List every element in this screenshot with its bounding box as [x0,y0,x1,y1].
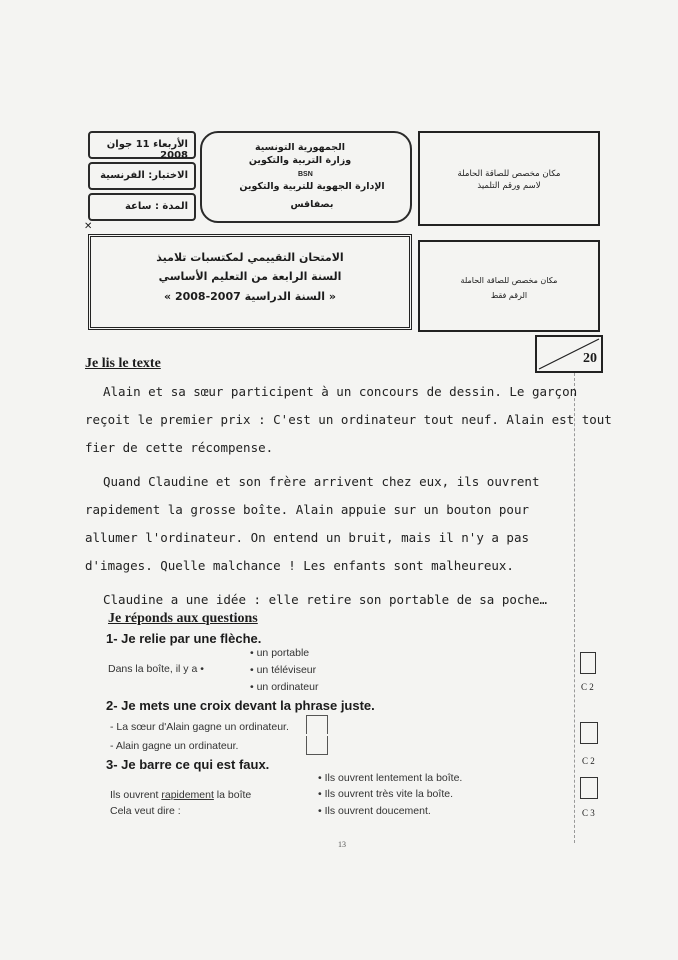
question-1-option-2[interactable]: • un téléviseur [250,664,317,676]
passage-line-6: allumer l'ordinateur. On entend un bruit, mais il n'y a pas [85,530,530,545]
reserved-bottom-line-2: الرقم فقط [490,291,528,300]
reserved-top-line-2: لاسم ورقم التلميذ [477,181,541,191]
exam-date: الأربعاء 11 جوان 2008 [106,139,188,161]
question-3-option-2[interactable]: • Ils ouvrent très vite la boîte. [318,788,453,800]
exam-title-line-1: الامتحان التقييمي لمكتسبات تلاميذ [156,251,344,264]
section-answer-title: Je réponds aux questions [108,611,258,626]
question-2-sentence-1: - La sœur d'Alain gagne un ordinateur. [110,721,289,733]
passage-line-1: Alain et sa sœur participent à un concours de dessin. Le garçon [103,384,578,399]
question-2-sentence-2: - Alain gagne un ordinateur. [110,740,239,752]
exam-title-box [88,234,412,330]
score-code-q3: C 3 [582,808,595,818]
section-read-title: Je lis le texte [85,356,161,371]
question-1-option-1[interactable]: • un portable [250,647,310,659]
reserved-top-line-1: مكان مخصص للصاقة الحاملة [457,169,561,179]
passage-line-7: d'images. Quelle malchance ! Les enfants sont malheureux. [85,558,514,573]
reserved-label-bottom [418,240,600,332]
score-total: 20 [583,351,597,366]
score-checkbox-q3[interactable] [580,777,598,799]
passage-line-8: Claudine a une idée : elle retire son portable de sa poche… [103,592,548,607]
exam-title-line-2: السنة الرابعة من التعليم الأساسي [158,270,342,283]
admin-line-4: الإدارة الجهوية للتربية والتكوين [239,181,385,192]
passage-line-3: fier de cette récompense. [85,440,274,455]
reading-passage [85,378,612,614]
right-margin-line [574,373,576,843]
question-3-title: 3- Je barre ce qui est faux. [106,757,270,772]
question-2-title: 2- Je mets une croix devant la phrase juste. [106,698,375,713]
duration-box [88,193,196,221]
question-3-stem-1 [110,789,251,801]
reserved-label-top [418,131,600,226]
question-2-answer-box-2[interactable] [306,736,328,755]
question-3-option-1[interactable]: • Ils ouvrent lentement la boîte. [318,772,463,784]
question-1-title: 1- Je relie par une flèche. [106,631,262,646]
admin-line-5: بصفاقس [290,199,334,210]
reserved-bottom-line-1: مكان مخصص للصاقة الحاملة [460,276,558,285]
score-checkbox-q1[interactable] [580,652,596,674]
cut-mark: ✕ [84,221,93,232]
question-3-option-3[interactable]: • Ils ouvrent doucement. [318,805,431,817]
page-number: 13 [338,840,346,849]
question-3-stem-text: Ils ouvrent rapidement la boîte [110,789,252,801]
score-box [535,335,603,373]
passage-line-5: rapidement la grosse boîte. Alain appuie sur un bouton pour [85,502,530,517]
question-1-option-3[interactable]: • un ordinateur [250,681,319,693]
admin-line-1: الجمهورية التونسية [255,142,345,153]
admin-line-2: وزارة التربية والتكوين [248,155,352,166]
exam-duration: المدة : ساعة [124,201,188,212]
subject-box [88,162,196,190]
passage-line-4: Quand Claudine et son frère arrivent chez eux, ils ouvrent [103,474,540,489]
question-1-stem: Dans la boîte, il y a • [108,663,204,675]
exam-title-line-3: « السنة الدراسية 2007-2008 » [164,290,336,303]
question-2-answer-box-1[interactable] [306,715,328,734]
exam-subject: الاختبار: الفرنسية [100,170,188,181]
score-code-q1: C 2 [581,682,594,692]
question-3-stem-2: Cela veut dire : [110,805,181,817]
administration-box [200,131,412,223]
date-box [88,131,196,159]
admin-line-3: BSN [298,171,313,178]
passage-line-2: reçoit le premier prix : C'est un ordinateur tout neuf. Alain est tout [85,412,612,427]
score-code-q2: C 2 [582,756,595,766]
score-checkbox-q2[interactable] [580,722,598,744]
